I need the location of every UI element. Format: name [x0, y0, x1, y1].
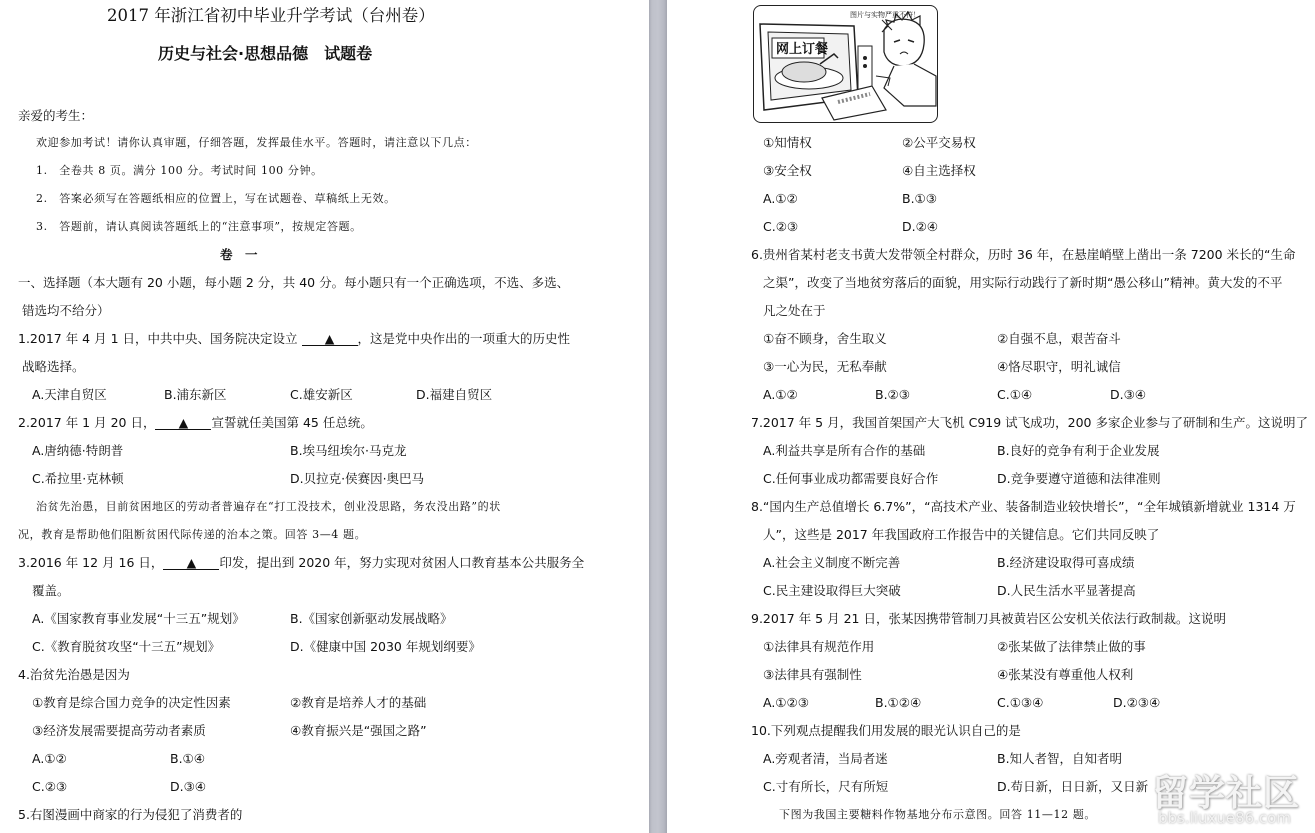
q10-option-a: A.旁观者清，当局者迷 — [763, 751, 888, 766]
question-3: 3.2016 年 12 月 16 日， ▲ 印发，提出到 2020 年，努力实现对贫困人口教育基本公共服务全 — [18, 555, 585, 570]
section-heading: 卷 一 — [220, 247, 258, 262]
q6-statement-2: ②自强不息，艰苦奋斗 — [997, 331, 1121, 346]
q1-option-b: B.浦东新区 — [164, 387, 227, 402]
q5-option-c: C.②③ — [763, 219, 799, 234]
passage-line-1: 治贫先治愚，目前贫困地区的劳动者普遍存在“打工没技术，创业没思路，务农没出路”的状 — [36, 500, 501, 513]
question-5: 5.右图漫画中商家的行为侵犯了消费者的 — [18, 807, 243, 822]
q6-option-b: B.②③ — [875, 387, 910, 402]
answer-blank: ▲ — [155, 416, 211, 430]
q3-option-b: B.《国家创新驱动发展战略》 — [290, 611, 453, 626]
q6-statement-1: ①奋不顾身，舍生取义 — [763, 331, 887, 346]
q1-option-d: D.福建自贸区 — [416, 387, 493, 402]
question-8: 8.“国内生产总值增长 6.7%”，“高技术产业、装备制造业较快增长”，“全年城镇新增就业 1314 万 — [751, 499, 1296, 514]
question-6: 6.贵州省某村老支书黄大发带领全村群众，历时 36 年，在悬崖峭壁上凿出一条 7200 米长的“生命 — [751, 247, 1296, 262]
q9-option-a: A.①②③ — [763, 695, 809, 710]
q10-option-c: C.寸有所长，尺有所短 — [763, 779, 889, 794]
question-6-cont-1: 之渠”，改变了当地贫穷落后的面貌，用实际行动践行了新时期“愚公移山”精神。黄大发的不平 — [763, 275, 1283, 290]
q9-statement-2: ②张某做了法律禁止做的事 — [997, 639, 1146, 654]
question-8-cont: 人”，这些是 2017 年我国政府工作报告中的关键信息。它们共同反映了 — [763, 527, 1160, 542]
left-page — [0, 0, 649, 833]
q8-option-d: D.人民生活水平显著提高 — [997, 583, 1136, 598]
q9-option-c: C.①③④ — [997, 695, 1044, 710]
q4-option-b: B.①④ — [170, 751, 205, 766]
page-divider — [649, 0, 667, 833]
q9-statement-4: ④张某没有尊重他人权利 — [997, 667, 1134, 682]
q6-statement-4: ④恪尽职守，明礼诚信 — [997, 359, 1121, 374]
question-10: 10.下列观点提醒我们用发展的眼光认识自己的是 — [751, 723, 1021, 738]
question-1: 1.2017 年 4 月 1 日，中共中央、国务院决定设立 ▲ ，这是党中央作出的一项重大的历史性 — [18, 331, 571, 346]
question-2: 2.2017 年 1 月 20 日， ▲ 宣誓就任美国第 45 任总统。 — [18, 415, 373, 430]
question-4: 4.治贫先治愚是因为 — [18, 667, 130, 682]
q8-option-b: B.经济建设取得可喜成绩 — [997, 555, 1135, 570]
watermark-logo: 留学社区 — [1152, 773, 1301, 814]
q4-statement-2: ②教育是培养人才的基础 — [290, 695, 427, 710]
watermark — [1152, 765, 1302, 829]
q4-statement-3: ③经济发展需要提高劳动者素质 — [32, 723, 206, 738]
q6-statement-3: ③一心为民，无私奉献 — [763, 359, 887, 374]
q9-option-d: D.②③④ — [1113, 695, 1161, 710]
q8-option-a: A.社会主义制度不断完善 — [763, 555, 901, 570]
q4-statement-4: ④教育振兴是“强国之路” — [290, 723, 427, 738]
q3-option-c: C.《教育脱贫攻坚“十三五”规划》 — [32, 639, 221, 654]
q5-statement-1: ①知情权 — [763, 135, 812, 150]
q2-option-b: B.埃马纽埃尔·马克龙 — [290, 443, 407, 458]
exam-title: 2017 年浙江省初中毕业升学考试（台州卷） — [107, 6, 435, 25]
q4-option-d: D.③④ — [170, 779, 207, 794]
q4-option-c: C.②③ — [32, 779, 68, 794]
question-7: 7.2017 年 5 月，我国首架国产大飞机 C919 试飞成功，200 多家企业参与了研制和生产。这说明了 — [751, 415, 1308, 430]
q7-option-c: C.任何事业成功都需要良好合作 — [763, 471, 939, 486]
section-instruction-cont: 错选均不给分） — [22, 303, 110, 318]
right-page — [667, 0, 1315, 833]
q5-statement-3: ③安全权 — [763, 163, 812, 178]
q9-statement-3: ③法律具有强制性 — [763, 667, 862, 682]
q8-option-c: C.民主建设取得巨大突破 — [763, 583, 901, 598]
greeting: 亲爱的考生： — [18, 108, 94, 123]
q3-option-a: A.《国家教育事业发展“十三五”规划》 — [32, 611, 245, 626]
q4-option-a: A.①② — [32, 751, 67, 766]
svg-text:网上订餐: 网上订餐 — [776, 42, 829, 57]
q9-option-b: B.①②④ — [875, 695, 922, 710]
question-6-cont-2: 凡之处在于 — [763, 303, 826, 318]
q5-option-b: B.①③ — [902, 191, 937, 206]
note-3: 3. 答题前，请认真阅读答题纸上的“注意事项”，按规定答题。 — [36, 220, 362, 233]
q7-option-b: B.良好的竞争有利于企业发展 — [997, 443, 1160, 458]
q7-option-a: A.利益共享是所有合作的基础 — [763, 443, 926, 458]
q2-option-d: D.贝拉克·侯赛因·奥巴马 — [290, 471, 425, 486]
q9-statement-1: ①法律具有规范作用 — [763, 639, 875, 654]
question-1-cont: 战略选择。 — [22, 359, 85, 374]
cartoon-illustration — [753, 5, 938, 123]
q2-option-c: C.希拉里·克林顿 — [32, 471, 124, 486]
question-3-cont: 覆盖。 — [32, 583, 70, 598]
note-1: 1. 全卷共 8 页。满分 100 分。考试时间 100 分钟。 — [36, 164, 323, 177]
map-intro: 下图为我国主要糖料作物基地分布示意图。回答 11—12 题。 — [779, 808, 1096, 821]
q5-option-a: A.①② — [763, 191, 798, 206]
q7-option-d: D.竞争要遵守道德和法律准则 — [997, 471, 1161, 486]
q6-option-a: A.①② — [763, 387, 798, 402]
q10-option-b: B.知人者智，自知者明 — [997, 751, 1123, 766]
watermark-url: bbs.liuxue86.com — [1158, 809, 1291, 827]
q3-option-d: D.《健康中国 2030 年规划纲要》 — [290, 639, 481, 654]
q6-option-d: D.③④ — [1110, 387, 1147, 402]
q1-option-c: C.雄安新区 — [290, 387, 353, 402]
cartoon-drawing-icon — [754, 6, 937, 122]
q10-option-d: D.苟日新，日日新，又日新 — [997, 779, 1149, 794]
answer-blank: ▲ — [302, 332, 358, 346]
answer-blank: ▲ — [163, 556, 219, 570]
q5-statement-4: ④自主选择权 — [902, 163, 976, 178]
q5-statement-2: ②公平交易权 — [902, 135, 976, 150]
section-instruction: 一、选择题（本大题有 20 小题，每小题 2 分，共 40 分。每小题只有一个正确选项，不选、多选、 — [18, 275, 570, 290]
svg-text:图片与实物严重不符！: 图片与实物严重不符！ — [850, 11, 920, 19]
passage-line-2: 况，教育是帮助他们阻断贫困代际传递的治本之策。回答 3—4 题。 — [18, 528, 367, 541]
note-2: 2. 答案必须写在答题纸相应的位置上，写在试题卷、草稿纸上无效。 — [36, 192, 396, 205]
q4-statement-1: ①教育是综合国力竞争的决定性因素 — [32, 695, 231, 710]
q1-option-a: A.天津自贸区 — [32, 387, 107, 402]
intro-text: 欢迎参加考试！请你认真审题，仔细答题，发挥最佳水平。答题时，请注意以下几点： — [36, 136, 477, 149]
question-9: 9.2017 年 5 月 21 日，张某因携带管制刀具被黄岩区公安机关依法行政制裁。这说明 — [751, 611, 1226, 626]
exam-subtitle: 历史与社会·思想品德 试题卷 — [158, 44, 373, 63]
q6-option-c: C.①④ — [997, 387, 1033, 402]
q2-option-a: A.唐纳德·特朗普 — [32, 443, 124, 458]
q5-option-d: D.②④ — [902, 219, 939, 234]
